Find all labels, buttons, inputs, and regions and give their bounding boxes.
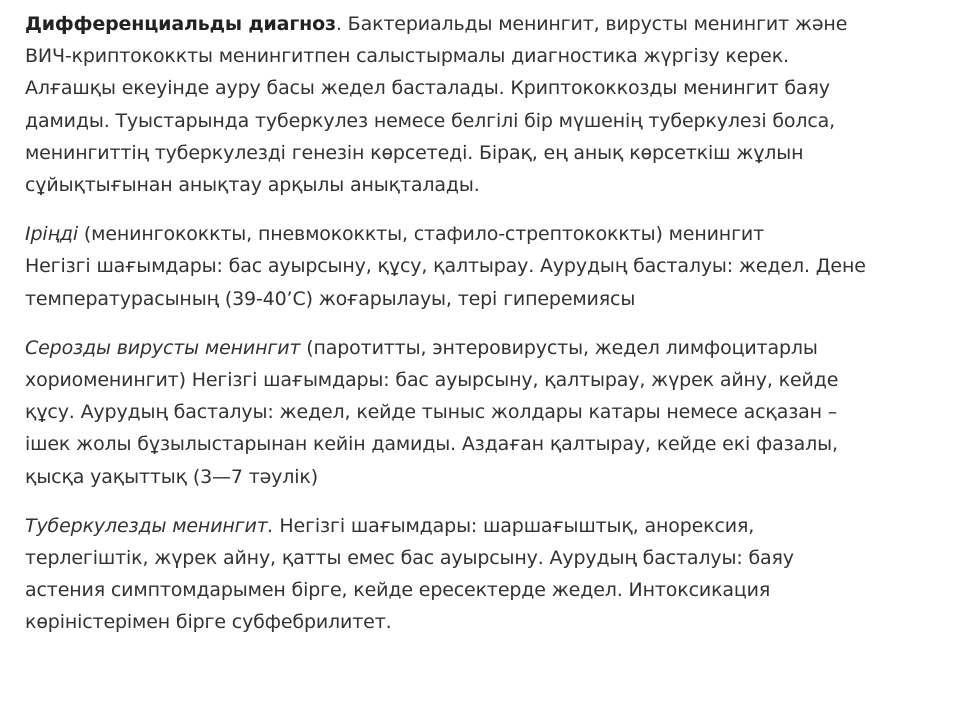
text-line: ішек жолы бұзылыстарынан кейін дамиды. Аздаған қалтырау, кейде екі фазалы, bbox=[25, 433, 838, 456]
serous-heading: Серозды вирусты менингит bbox=[25, 336, 301, 359]
text-line: дамиды. Туыстарында туберкулез немесе белгілі бір мүшенің туберкулезі болса, bbox=[25, 109, 836, 132]
tuberculous-meningitis-paragraph bbox=[25, 510, 925, 639]
text-line: сұйықтығынан анықтау арқылы анықталады. bbox=[25, 174, 480, 197]
text-span: (менингококкты, пневмококкты, стафило-стрептококкты) менингит bbox=[78, 223, 765, 246]
text-line bbox=[25, 332, 925, 364]
purulent-meningitis-paragraph bbox=[25, 218, 925, 315]
differential-diagnosis-paragraph bbox=[25, 8, 925, 201]
document-body bbox=[25, 8, 925, 656]
text-line: құсу. Аурудың басталуы: жедел, кейде тыныс жолдары катары немесе асқазан – bbox=[25, 401, 838, 424]
text-line: Негізгі шағымдары: бас ауырсыну, құсу, қалтырау. Аурудың басталуы: жедел. Дене bbox=[25, 255, 866, 278]
text-line: қысқа уақыттық (3—7 тәулік) bbox=[25, 465, 318, 488]
text-line: астения симптомдарымен бірге, кейде ересектерде жедел. Интоксикация bbox=[25, 579, 771, 602]
text-line: ВИЧ-криптококкты менингитпен салыстырмалы диагностика жүргізу керек. bbox=[25, 45, 789, 68]
text-line bbox=[25, 510, 925, 542]
text-span: . Бактериальды менингит, вирусты менингит және bbox=[335, 13, 848, 35]
text-line: Алғашқы екеуінде ауру басы жедел басталады. Криптококкозды менингит баяу bbox=[25, 77, 830, 100]
tuberculous-heading: Туберкулезды менингит. bbox=[25, 514, 274, 537]
text-line bbox=[25, 8, 925, 40]
text-line bbox=[25, 218, 925, 250]
text-line: температурасының (39-40’С) жоғарылауы, тері гиперемиясы bbox=[25, 287, 636, 310]
text-span: Негізгі шағымдары: шаршағыштық, анорексия, bbox=[273, 514, 755, 537]
text-span: (паротитты, энтеровирусты, жедел лимфоцитарлы bbox=[300, 336, 818, 359]
text-line: менингиттің туберкулезді генезін көрсетеді. Бірақ, ең анық көрсеткіш жұлын bbox=[25, 141, 804, 164]
purulent-heading: Іріңді bbox=[25, 223, 79, 246]
text-line: терлегіштік, жүрек айну, қатты емес бас ауырсыну. Аурудың басталуы: баяу bbox=[25, 547, 794, 570]
differential-diagnosis-heading: Дифференциальды диагноз bbox=[25, 13, 336, 35]
text-line: көріністерімен бірге субфебрилитет. bbox=[25, 611, 392, 634]
serous-meningitis-paragraph bbox=[25, 332, 925, 493]
text-line: хориоменингит) Негізгі шағымдары: бас ауырсыну, қалтырау, жүрек айну, кейде bbox=[25, 369, 839, 392]
